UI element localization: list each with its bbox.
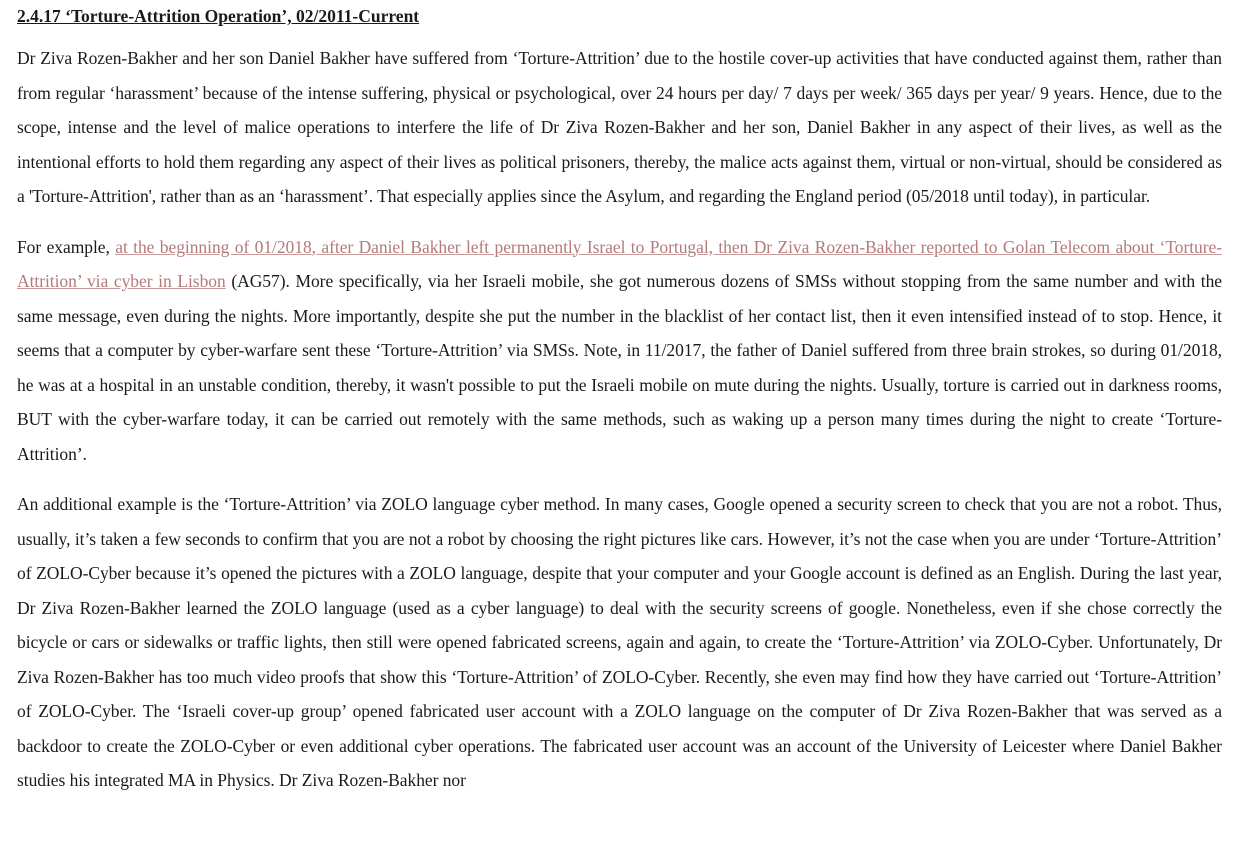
section-heading: 2.4.17 ‘Torture-Attrition Operation’, 02/2011-Current (17, 6, 420, 26)
paragraph-3: An additional example is the ‘Torture-Attrition’ via ZOLO language cyber method. In many cases, Google opened a security screen to check that you are not a robot. Thus, usually, it’s taken a few seconds to confirm that you are not a robot by choosing the right pictures like cars. However, it’s not the case when you are under ‘Torture-Attrition’ of ZOLO-Cyber because it’s opened the pictures with a ZOLO language, despite that your computer and your Google account is defined as an English. During the last year, Dr Ziva Rozen-Bakher learned the ZOLO language (used as a cyber language) to deal with the security screens of google. Nonetheless, even if she chose correctly the bicycle or cars or sidewalks or traffic lights, then still were opened fabricated screens, again and again, to create the ‘Torture-Attrition’ via ZOLO-Cyber. Unfortunately, Dr Ziva Rozen-Bakher has too much video proofs that show this ‘Torture-Attrition’ of ZOLO-Cyber. Recently, she even may find how they have carried out ‘Torture-Attrition’ of ZOLO-Cyber. The ‘Israeli cover-up group’ opened fabricated user account with a ZOLO language on the computer of Dr Ziva Rozen-Bakher that was served as a backdoor to create the ZOLO-Cyber or even additional cyber operations. The fabricated user account was an account of the University of Leicester where Daniel Bakher studies his integrated MA in Physics. Dr Ziva Rozen-Bakher nor (17, 494, 1222, 790)
paragraph-1: Dr Ziva Rozen-Bakher and her son Daniel Bakher have suffered from ‘Torture-Attrition’ due to the hostile cover-up activities that have conducted against them, rather than from regular ‘harassment’ because of the intense suffering, physical or psychological, over 24 hours per day/ 7 days per week/ 365 days per year/ 9 years. Hence, due to the scope, intense and the level of malice operations to interfere the life of Dr Ziva Rozen-Bakher and her son, Daniel Bakher in any aspect of their lives, as well as the intentional efforts to hold them regarding any aspect of their lives as political prisoners, thereby, the malice acts against them, virtual or non-virtual, should be considered as a 'Torture-Attrition', rather than as an ‘harassment’. That especially applies since the Asylum, and regarding the England period (05/2018 until today), in particular. (17, 48, 1222, 206)
paragraph-2 (17, 230, 1222, 472)
paragraph-2-intro: For example, (17, 236, 116, 257)
document-page (17, 0, 1222, 798)
report-link[interactable]: at the beginning of 01/2018, after Daniel Bakher left permanently Israel to Portugal, then Dr Ziva Rozen-Bakher reported to Golan Telecom about ‘Torture-Attrition’ via cyber in Lisbon (17, 236, 1223, 291)
paragraph-2-body: (AG57). More specifically, via her Israeli mobile, she got numerous dozens of SMSs without stopping from the same number and with the same message, even during the nights. More importantly, despite she put the number in the blacklist of her contact list, then it even intensified instead of to stop. Hence, it seems that a computer by cyber-warfare sent these ‘Torture-Attrition’ via SMSs. Note, in 11/2017, the father of Daniel suffered from three brain strokes, so during 01/2018, he was at a hospital in an unstable condition, thereby, it wasn't possible to put the Israeli mobile on mute during the nights. Usually, torture is carried out in darkness rooms, BUT with the cyber-warfare today, it can be carried out remotely with the same methods, such as waking up a person many times during the night to create ‘Torture-Attrition’. (17, 271, 1222, 464)
